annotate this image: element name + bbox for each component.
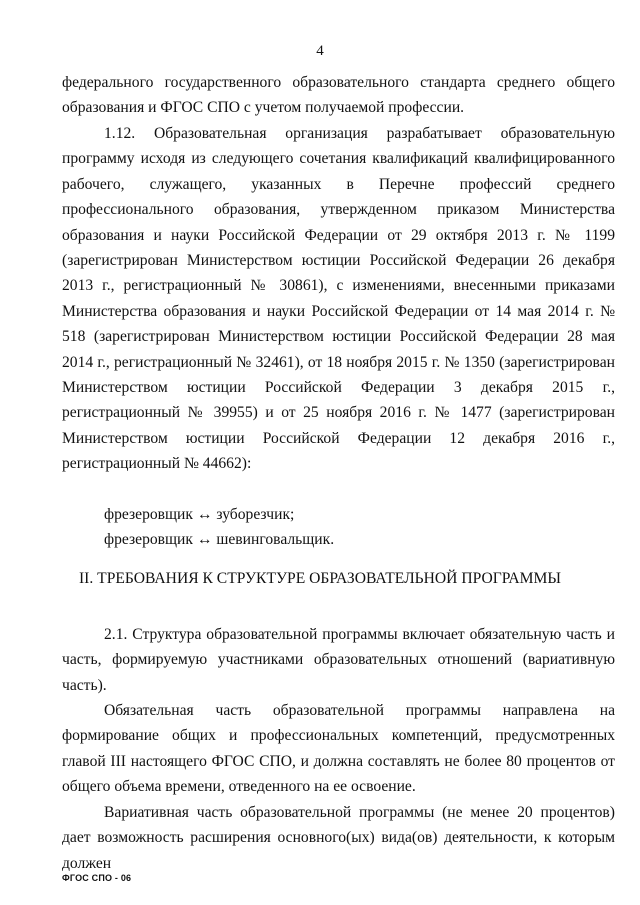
paragraph-1-12: 1.12. Образовательная организация разрабатывает образовательную программу исходя из следующего сочетания квалификаций квалифицированного рабочего, служащего, указанных в Перечне профессий среднего профессионального образования, утвержденном приказом Министерства образования и науки Российской Федерации от 29 октября 2013 г. № 1199 (зарегистрирован Министерством юстиции Российской Федерации 26 декабря 2013 г., регистрационный № 30861), с изменениями, внесенными приказами Министерства образования и науки Российской Федерации от 14 мая 2014 г. № 518 (зарегистрирован Министерством юстиции Российской Федерации 28 мая 2014 г., регистрационный № 32461), от 18 ноября 2015 г. № 1350 (зарегистрирован Министерством юстиции Российской Федерации 3 декабря 2015 г., регистрационный № 39955) и от 25 ноября 2016 г. № 1477 (зарегистрирован Министерством юстиции Российской Федерации 12 декабря 2016 г., регистрационный № 44662): [62, 125, 615, 473]
page-number: 4 [316, 43, 324, 59]
paragraph-continuation: федерального государственного образовательного стандарта среднего общего образования и ФГОС СПО с учетом получаемой профессии. [62, 74, 615, 117]
list-item-2: фрезеровщик ↔ шевинговальщик. [104, 531, 335, 548]
paragraph-2-1: 2.1. Структура образовательной программы включает обязательную часть и часть, формируемую участниками образовательных отношений (вариативную часть). [62, 626, 615, 694]
list-item-1: фрезеровщик ↔ зуборезчик; [104, 506, 295, 523]
section-heading: II. ТРЕБОВАНИЯ К СТРУКТУРЕ ОБРАЗОВАТЕЛЬНОЙ ПРОГРАММЫ [78, 570, 561, 587]
footer-label: ФГОС СПО - 06 [62, 873, 132, 883]
paragraph-variable-part: Вариативная часть образовательной программы (не менее 20 процентов) дает возможность расширения основного(ых) вида(ов) деятельности, к которым должен [62, 804, 615, 872]
paragraph-mandatory-part: Обязательная часть образовательной программы направлена на формирование общих и профессиональных компетенций, предусмотренных главой III настоящего ФГОС СПО, и должна составлять не более 80 процентов от общего объема времени, отведенного на ее освоение. [62, 702, 615, 796]
